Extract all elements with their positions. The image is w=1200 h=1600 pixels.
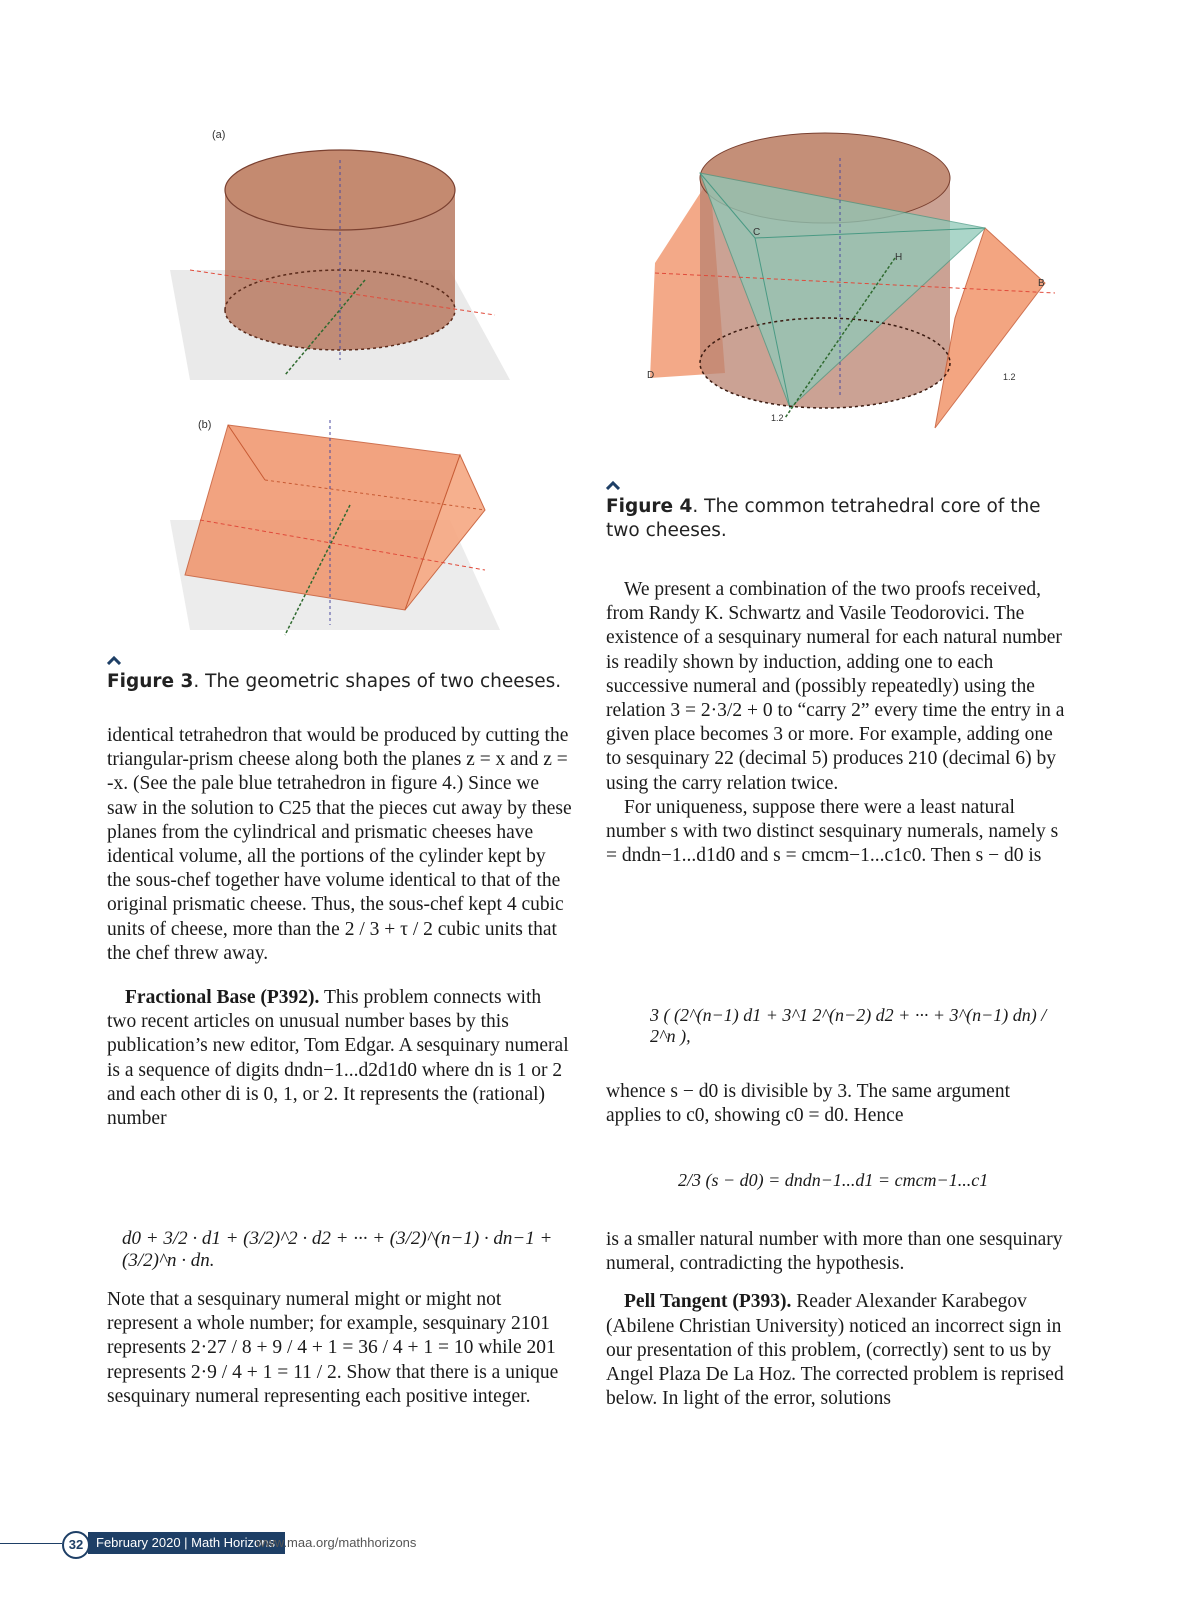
footer-rule xyxy=(0,1543,62,1544)
left-paragraph-3: Note that a sesquinary numeral might or might not represent a whole number; for example, sesquinary 2101 represents 2·27 / 8 + 9 / 4 + 1 = 36 / 4 + 1 = 10 while 201 represents 2·9 / 4 + 1 = 11 / 2. Show that there is a unique sesquinary numeral representing each positive integer. xyxy=(107,1289,559,1407)
figure-4-axis-label-x: 1.2 xyxy=(1003,372,1016,382)
figure-3-caption-text: . The geometric shapes of two cheeses. xyxy=(193,671,562,692)
figure-4-point-c: C xyxy=(753,227,761,238)
footer-url[interactable]: www.maa.org/mathhorizons xyxy=(256,1535,417,1550)
page-footer xyxy=(0,1528,520,1558)
figure-4-axis-label-y: 1.2 xyxy=(771,413,784,423)
p393-heading: Pell Tangent (P393). xyxy=(624,1291,792,1313)
p393-text: Reader Alexander Karabegov (Abilene Christian University) noticed an incorrect sign in our presentation of this problem, (correctly) sent to us by Angel Plaza De La Hoz. The corrected problem is reprised below. In light of the error, solutions xyxy=(606,1291,1064,1410)
difference-equation: 3 ( (2^(n−1) d1 + 3^1 2^(n−2) d2 + ··· + 3^(n−1) dn) / 2^n ), xyxy=(650,1005,1047,1046)
p392-heading: Fractional Base (P392). xyxy=(125,987,320,1009)
figure-3b-label: (b) xyxy=(198,419,212,431)
figure-3-caption xyxy=(107,670,577,694)
left-column-lower xyxy=(107,1288,572,1409)
figure-4-caption xyxy=(606,495,1066,543)
page-number: 32 xyxy=(62,1531,90,1559)
issue-banner: February 2020 | Math Horizons xyxy=(88,1532,285,1554)
right-paragraph-2: For uniqueness, suppose there were a least natural number s with two distinct sesquinary numerals, namely s = dndn−1...d1d0 and s = cmcm−1...c1c0. Then s − d0 is xyxy=(606,796,1059,867)
figure-3-caption-label: Figure 3 xyxy=(107,671,194,692)
right-column-lower xyxy=(606,1228,1066,1411)
sesquinary-number-equation: d0 + 3/2 · d1 + (3/2)^2 · d2 + ··· + (3/2)^(n−1) · dn−1 + (3/2)^n · dn. xyxy=(122,1228,553,1271)
right-paragraph-p393 xyxy=(606,1290,1066,1411)
left-column xyxy=(107,724,572,1131)
figure-4-point-d: D xyxy=(647,370,655,381)
left-paragraph-1: identical tetrahedron that would be produced by cutting the triangular-prism cheese along both the planes z = x and z = -x. (See the pale blue tetrahedron in figure 4.) Since we saw in the solution to C25 that the pieces cut away by these planes from the cylindrical and prismatic cheeses have identical volume, all the portions of the cylinder kept by the sous-chef together have volume identical to that of the original prismatic cheese. Thus, the sous-chef kept 4 cubic units of cheese, more than the 2 / 3 + τ / 2 cubic units that the chef threw away. xyxy=(107,725,572,964)
caret-up-icon xyxy=(606,480,620,490)
right-column-middle xyxy=(606,1080,1066,1128)
figure-4-tetrahedral-core xyxy=(635,118,1075,438)
smaller-number-equation: 2/3 (s − d0) = dndn−1...d1 = cmcm−1...c1 xyxy=(678,1170,989,1190)
left-paragraph-p392 xyxy=(107,986,572,1131)
right-paragraph-1: We present a combination of the two proofs received, from Randy K. Schwartz and Vasile Teodorovici. The existence of a sesquinary numeral for each natural number is readily shown by induction, adding one to each successive numeral and (possibly repeatedly) using the relation 3 = 2·3/2 + 0 to “carry 2” every time the entry in a given place becomes 3 or more. For example, adding one to sesquinary 22 (decimal 5) produces 210 (decimal 6) by using the carry relation twice. xyxy=(606,579,1065,794)
figure-4-point-h: H xyxy=(895,252,903,263)
right-paragraph-4: is a smaller natural number with more than one sesquinary numeral, contradicting the hypothesis. xyxy=(606,1229,1063,1275)
figure-4-point-b: B xyxy=(1038,278,1045,289)
p392-text: This problem connects with two recent articles on unusual number bases by this publication’s new editor, Tom Edgar. A sesquinary numeral is a sequence of digits dndn−1...d2d1d0 where dn is 1 or 2 and each other di is 0, 1, or 2. It represents the (rational) number xyxy=(107,987,569,1130)
right-column xyxy=(606,578,1066,868)
figure-3a-cylinder xyxy=(150,120,530,380)
figure-3b-prism xyxy=(150,410,520,645)
figure-4-caption-text: . The common tetrahedral core of the two cheeses. xyxy=(606,496,1041,541)
figure-3a-label: (a) xyxy=(212,129,226,141)
right-paragraph-3: whence s − d0 is divisible by 3. The same argument applies to c0, showing c0 = d0. Hence xyxy=(606,1081,1010,1127)
figure-4-caption-label: Figure 4 xyxy=(606,496,693,517)
caret-up-icon xyxy=(107,655,121,665)
